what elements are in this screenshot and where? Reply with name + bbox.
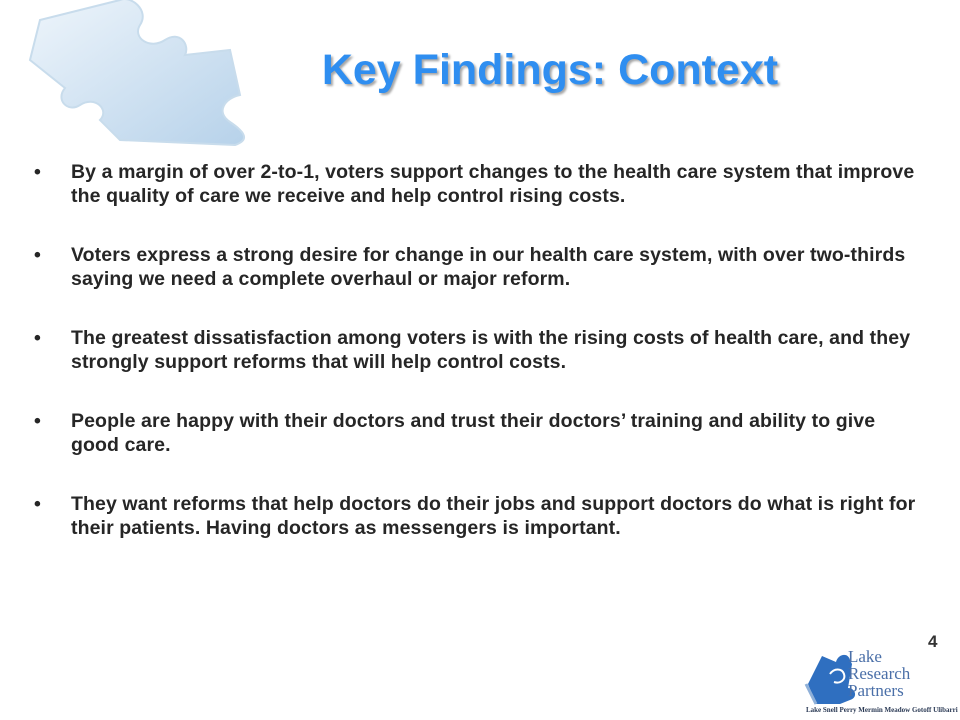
logo-line-research: Research [848,664,911,683]
bullet-item: • Voters express a strong desire for change in our health care system, with over two-thirds saying we need a complete overhaul or major reform. [34,243,924,291]
bullet-item: • People are happy with their doctors and trust their doctors’ training and ability to give good care. [34,409,924,457]
bullet-item: • By a margin of over 2-to-1, voters support changes to the health care system that improve the quality of care we receive and help control rising costs. [34,160,924,208]
logo-wordmark [848,648,910,699]
page-number: 4 [928,632,938,651]
bullet-item: • The greatest dissatisfaction among voters is with the rising costs of health care, and they strongly support reforms that will help control costs. [34,326,924,374]
logo-line-partners: Partners [848,681,904,700]
bullet-item: • They want reforms that help doctors do their jobs and support doctors do what is right for their patients. Having doctors as messengers is important. [34,492,924,540]
logo-partner-names: Lake Snell Perry Mermin Meadow Gotoff Ulibarri [806,706,958,714]
logo-line-lake: Lake [848,647,882,666]
bullet-list [34,160,924,540]
slide-title: Key Findings: Context [321,46,779,94]
